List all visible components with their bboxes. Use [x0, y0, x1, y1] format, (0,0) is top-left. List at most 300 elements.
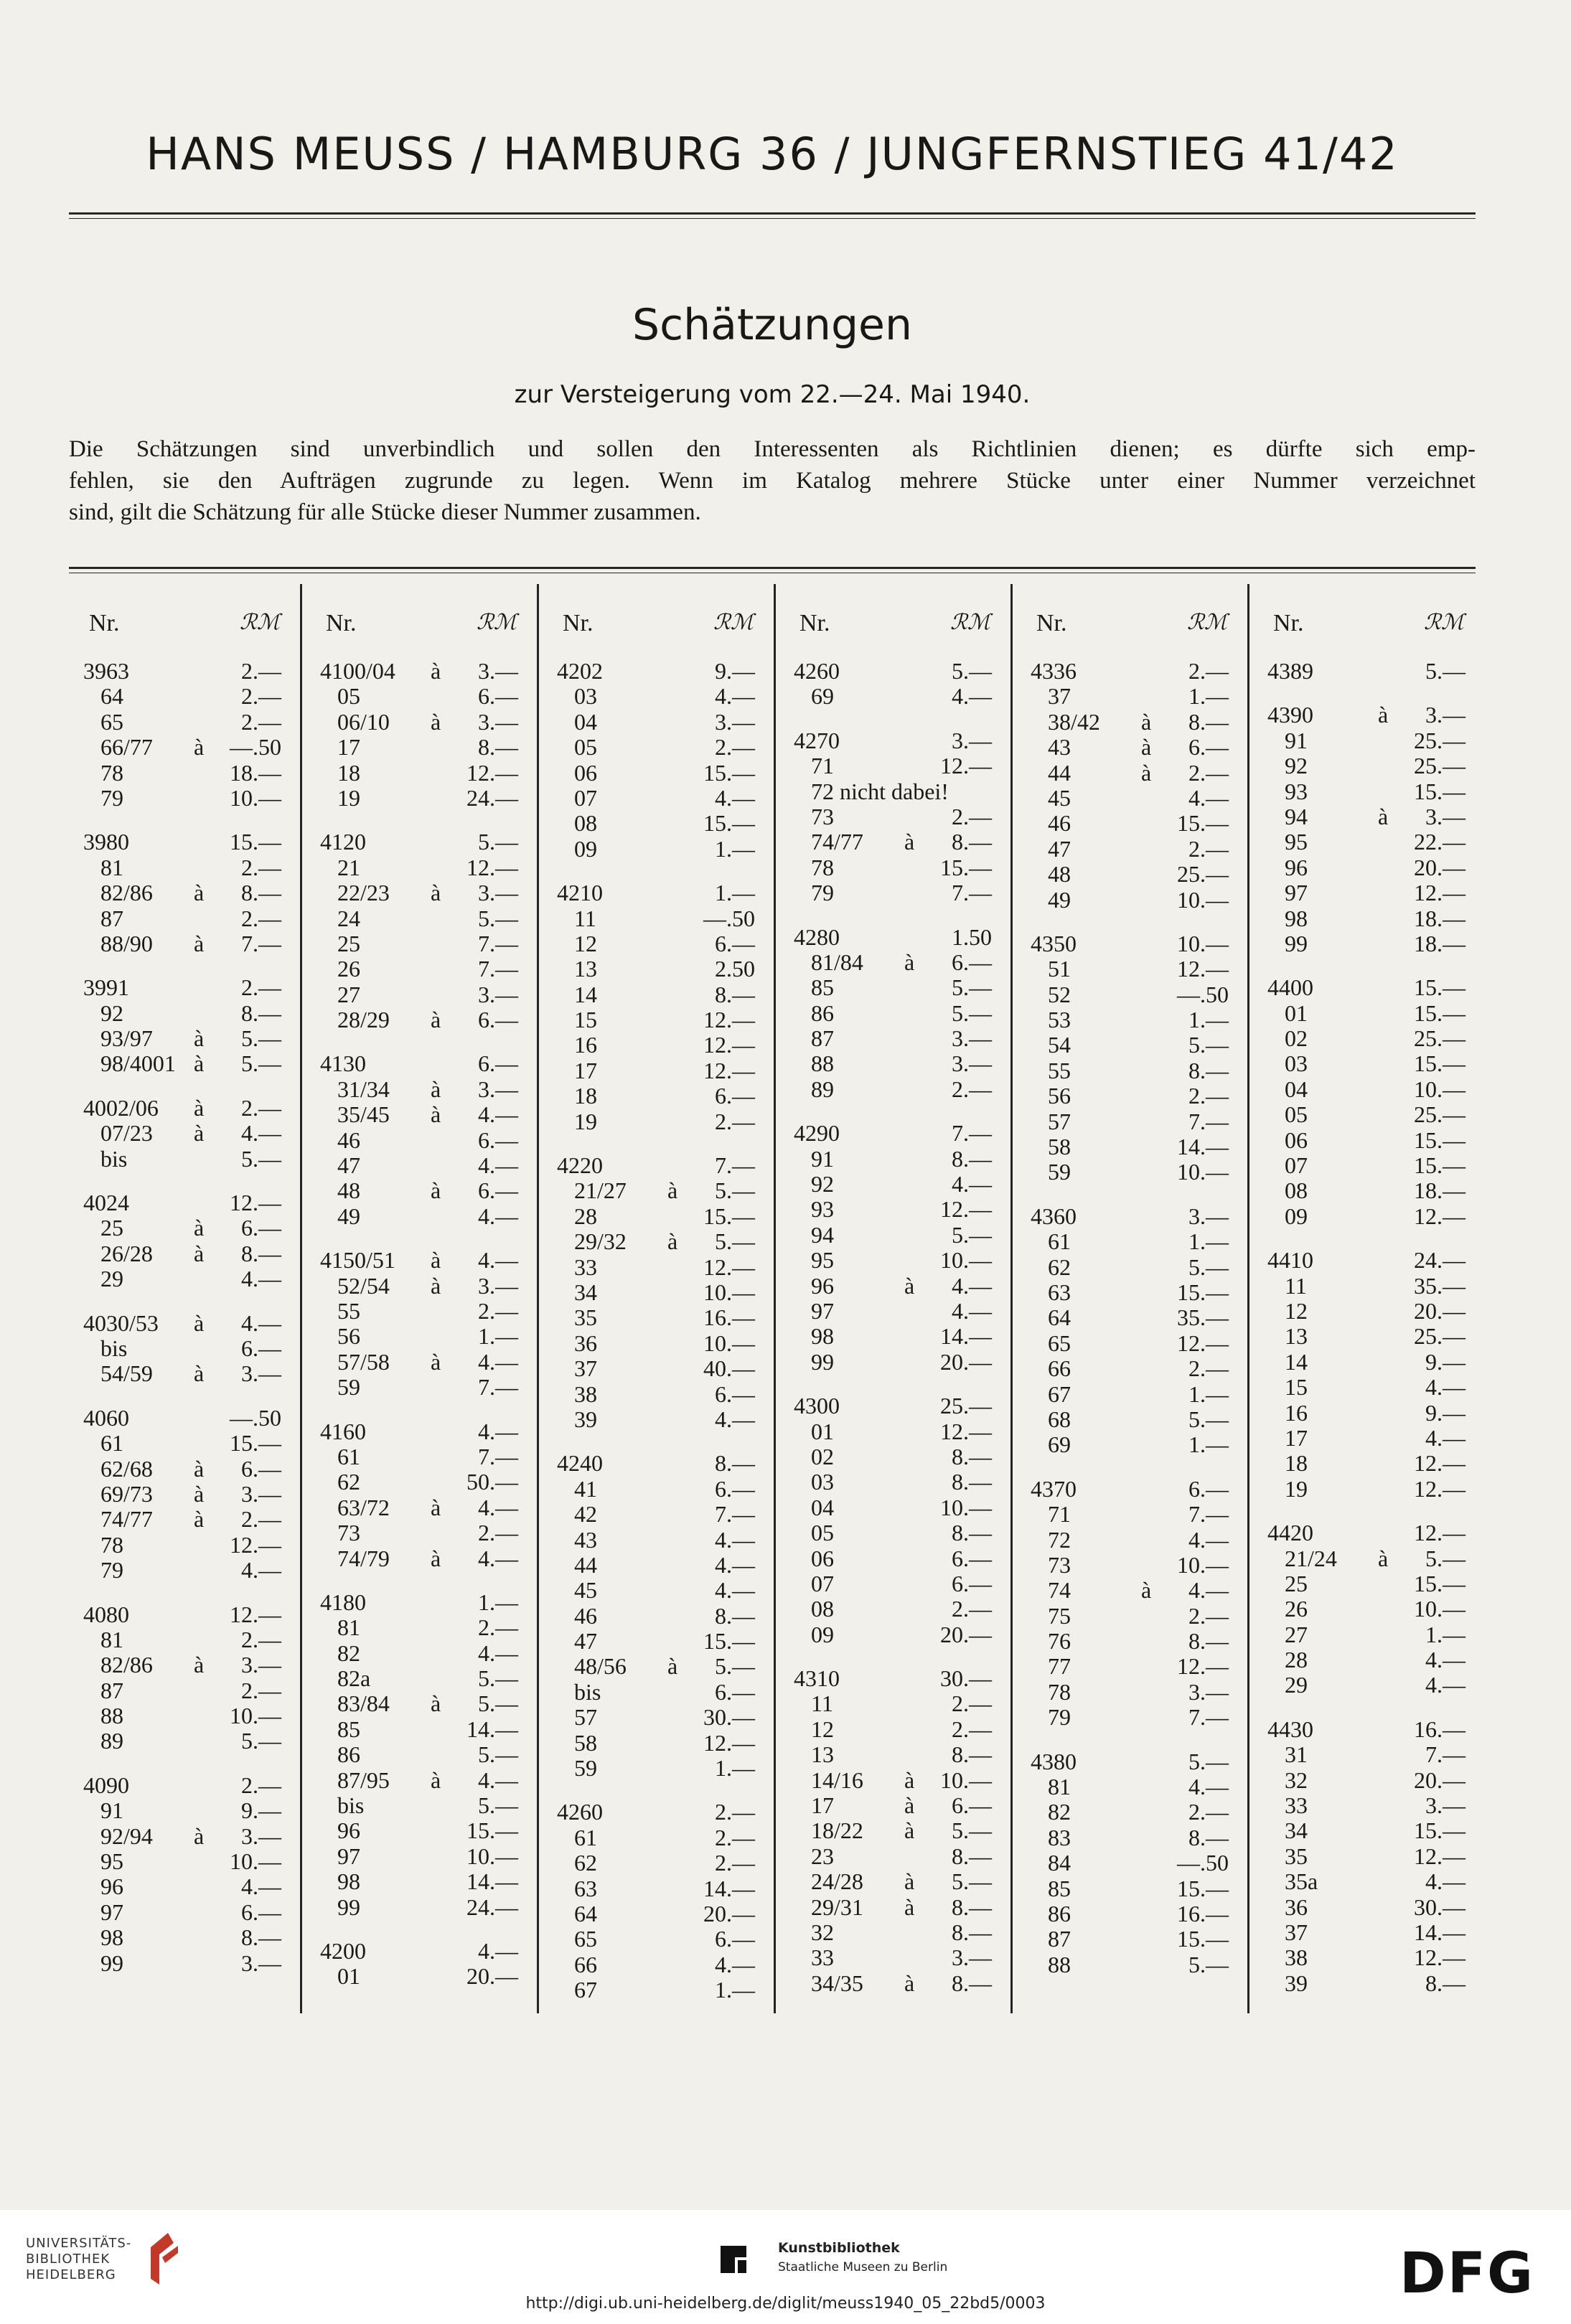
lot-number: 57 — [1048, 1108, 1071, 1134]
lot-number: 88 — [100, 1703, 123, 1729]
estimate-row — [306, 1691, 537, 1716]
estimate-value: 14.— — [466, 1716, 518, 1742]
lot-number: 94 — [1285, 803, 1308, 829]
lot-number: 24 — [337, 905, 360, 931]
estimate-value: 2.— — [241, 1506, 281, 1533]
lot-number: 43 — [574, 1526, 597, 1553]
estimate-value: 8.— — [715, 981, 755, 1007]
estimate-row — [543, 1178, 774, 1203]
lot-number: 38/42 — [1048, 708, 1100, 735]
estimate-row — [1253, 1768, 1484, 1793]
lot-number: 4420 — [1267, 1520, 1313, 1546]
estimate-value: 5.— — [241, 1728, 281, 1754]
lot-number: 98/4001 — [100, 1050, 176, 1077]
estimate-row — [306, 1895, 537, 1920]
each-marker: à — [1141, 759, 1152, 786]
lot-number: 68 — [1048, 1406, 1071, 1432]
estimate-row — [306, 1793, 537, 1818]
estimate-value: 3.— — [478, 658, 518, 684]
estimate-value: 4.— — [952, 683, 992, 710]
each-marker: à — [904, 829, 915, 855]
kunstbibliothek-logo-icon — [719, 2244, 748, 2274]
estimate-row — [1016, 1654, 1247, 1679]
estimate-row — [543, 1654, 774, 1679]
lot-number: 11 — [811, 1690, 833, 1717]
lot-note: bis — [100, 1335, 128, 1361]
lot-number: 85 — [1048, 1875, 1071, 1901]
lot-number: 33 — [1285, 1792, 1308, 1819]
row-gap — [543, 862, 774, 880]
lot-number: 19 — [1285, 1475, 1308, 1502]
estimate-value: 8.— — [952, 1145, 992, 1172]
estimate-row — [306, 1869, 537, 1894]
lot-number: 14 — [574, 981, 597, 1007]
estimate-row — [543, 1356, 774, 1381]
estimate-row — [69, 1728, 300, 1754]
each-marker: à — [667, 1228, 678, 1255]
lot-number: 27 — [1285, 1621, 1308, 1647]
lot-number: 39 — [574, 1406, 597, 1432]
estimate-value: 2.— — [241, 854, 281, 880]
each-marker: à — [431, 708, 441, 735]
estimate-value: 10.— — [230, 784, 281, 811]
lot-number: 4390 — [1267, 702, 1313, 728]
estimate-row — [1016, 888, 1247, 913]
lot-number: 26 — [337, 956, 360, 982]
column-header — [1253, 610, 1484, 646]
estimate-row — [69, 1874, 300, 1899]
estimate-value: 5.— — [1188, 1406, 1229, 1432]
lot-number: 56 — [1048, 1083, 1071, 1109]
estimate-value: 2.— — [241, 1772, 281, 1798]
estimate-value: 2.— — [715, 1799, 755, 1825]
estimate-row — [1253, 1451, 1484, 1476]
lot-number: 19 — [574, 1108, 597, 1134]
estimate-value: 7.— — [1188, 1108, 1229, 1134]
lot-number: 83/84 — [337, 1690, 390, 1717]
estimate-value: 7.— — [715, 1501, 755, 1528]
estimate-value: 4.— — [952, 1272, 992, 1299]
header-reichsmark: ℛℳ — [713, 610, 754, 635]
estimate-value: 1.— — [1188, 1228, 1229, 1255]
lot-note: bis — [574, 1678, 601, 1705]
lot-number: 05 — [811, 1520, 834, 1546]
estimate-value: 7.— — [1188, 1704, 1229, 1731]
estimate-row — [543, 710, 774, 735]
lot-number: 72 — [1048, 1526, 1071, 1553]
estimate-row — [306, 1128, 537, 1153]
row-gap — [69, 1172, 300, 1190]
estimate-row — [779, 925, 1010, 950]
estimate-value: 3.— — [478, 708, 518, 735]
estimate-row — [69, 1215, 300, 1241]
estimate-value: 2.— — [241, 1626, 281, 1652]
lot-number: 65 — [1048, 1330, 1071, 1356]
estimate-row — [779, 1172, 1010, 1197]
lot-number: 91 — [811, 1145, 834, 1172]
estimate-value: 3.— — [241, 1949, 281, 1976]
estimate-value: 12.— — [1414, 1843, 1466, 1869]
estimate-value: 3.— — [952, 727, 992, 753]
estimate-value: 3.— — [1425, 1792, 1466, 1819]
estimate-row — [1253, 975, 1484, 1000]
lot-number: 09 — [811, 1621, 834, 1647]
estimate-row — [69, 1482, 300, 1507]
lot-number: 92/94 — [100, 1822, 153, 1849]
lot-number: 46 — [574, 1602, 597, 1629]
estimate-value: 25.— — [1177, 861, 1229, 888]
estimate-row — [69, 1241, 300, 1266]
intro-line: fehlen, sie den Aufträgen zugrunde zu legen. Wenn im Katalog mehrere Stücke unter einer Nummer verzeichnet — [69, 468, 1476, 494]
lot-number: 36 — [574, 1330, 597, 1356]
lot-number: 4350 — [1031, 930, 1077, 956]
lot-number: 4290 — [794, 1120, 840, 1147]
estimate-row — [543, 735, 774, 760]
header-nr: Nr. — [326, 610, 357, 636]
lot-number: 4100/04 — [320, 658, 395, 684]
header-reichsmark: ℛℳ — [1186, 610, 1227, 635]
estimate-value: 6.— — [478, 1177, 518, 1204]
estimate-value: 3.— — [241, 1360, 281, 1387]
estimate-value: 6.— — [1188, 734, 1229, 761]
lot-number: 24/28 — [811, 1868, 863, 1895]
estimate-value: —.50 — [230, 1404, 281, 1431]
column-rows — [1253, 659, 1484, 1996]
estimate-value: —.50 — [1177, 1850, 1229, 1876]
estimate-row — [779, 728, 1010, 753]
estimate-value: 4.— — [1188, 784, 1229, 811]
each-marker: à — [1378, 702, 1389, 728]
estimate-row — [69, 1001, 300, 1026]
lot-number: 03 — [574, 683, 597, 710]
estimate-row — [543, 1604, 774, 1629]
estimate-row — [543, 1825, 774, 1850]
estimate-row — [306, 1520, 537, 1546]
estimate-value: 1.— — [1188, 683, 1229, 710]
lot-number: 4210 — [557, 880, 603, 906]
estimate-value: 10.— — [1414, 1596, 1466, 1622]
row-gap — [543, 1432, 774, 1451]
column-rows — [1016, 659, 1247, 1977]
lot-number: 25 — [337, 930, 360, 956]
lot-number: 78 — [1048, 1678, 1071, 1705]
lot-number: 88/90 — [100, 930, 153, 956]
lot-number: 4360 — [1031, 1203, 1077, 1229]
estimate-row — [1016, 1432, 1247, 1457]
estimate-value: 4.— — [478, 1348, 518, 1375]
estimate-value: 2.— — [478, 1614, 518, 1641]
estimate-row — [69, 735, 300, 760]
estimate-row — [69, 1147, 300, 1172]
column-separator — [1010, 584, 1013, 2013]
estimate-value: 3.— — [478, 1272, 518, 1299]
lot-number: 26/28 — [100, 1240, 153, 1266]
lot-number: 52 — [1048, 981, 1071, 1007]
estimate-row — [306, 1818, 537, 1843]
estimate-row — [543, 956, 774, 982]
lot-number: 86 — [1048, 1900, 1071, 1927]
estimate-value: 15.— — [940, 854, 992, 880]
estimate-value: 4.— — [715, 1406, 755, 1432]
estimate-value: 16.— — [1414, 1716, 1466, 1742]
lot-number: 47 — [337, 1152, 360, 1179]
estimate-row — [69, 1925, 300, 1950]
lot-number: 07 — [1285, 1152, 1308, 1179]
estimate-row — [1016, 956, 1247, 982]
lot-number: 4400 — [1267, 974, 1313, 1001]
estimate-value: 6.— — [715, 1926, 755, 1952]
estimate-row — [1016, 1159, 1247, 1185]
estimate-value: 15.— — [1414, 1570, 1466, 1596]
lot-number: 31 — [1285, 1741, 1308, 1768]
estimate-value: 15.— — [1177, 810, 1229, 837]
estimate-row — [543, 1629, 774, 1654]
estimate-row — [1016, 1255, 1247, 1280]
estimate-value: 1.— — [715, 880, 755, 906]
estimate-column — [306, 580, 537, 2022]
estimate-value: 3.— — [478, 880, 518, 906]
estimate-value: 12.— — [1414, 1475, 1466, 1502]
lot-number: 49 — [1048, 886, 1071, 913]
estimate-value: 2.— — [952, 803, 992, 829]
lot-number: 07 — [574, 784, 597, 811]
estimate-value: 4.— — [715, 683, 755, 710]
estimate-column — [1253, 580, 1484, 2022]
estimate-value: 4.— — [715, 1951, 755, 1977]
estimate-value: 12.— — [1414, 1944, 1466, 1971]
each-marker: à — [431, 1247, 441, 1274]
estimate-value: 5.— — [1425, 658, 1466, 684]
estimate-value: 4.— — [478, 1203, 518, 1229]
header-reichsmark: ℛℳ — [239, 610, 280, 635]
estimate-value: 15.— — [703, 1203, 755, 1229]
estimate-value: 4.— — [715, 1551, 755, 1578]
estimate-row — [779, 855, 1010, 880]
lot-number: 38 — [574, 1380, 597, 1407]
estimate-row — [779, 1350, 1010, 1375]
estimate-row — [1253, 1717, 1484, 1742]
lot-number: 4220 — [557, 1152, 603, 1179]
lot-number: 82/86 — [100, 880, 153, 906]
lot-number: 66 — [1048, 1355, 1071, 1382]
lot-number: 92 — [1285, 753, 1308, 779]
estimate-value: 5.— — [715, 1653, 755, 1680]
estimate-row — [69, 1798, 300, 1823]
estimate-row — [306, 1178, 537, 1203]
lot-number: 48 — [1048, 861, 1071, 888]
estimate-value: 5.— — [478, 1792, 518, 1819]
lot-number: 31/34 — [337, 1076, 390, 1102]
lot-number: 35a — [1285, 1868, 1318, 1895]
estimate-column — [543, 580, 774, 2022]
estimate-row — [1253, 1596, 1484, 1622]
estimate-row — [1253, 931, 1484, 956]
estimate-row — [1253, 1818, 1484, 1843]
each-marker: à — [194, 1506, 205, 1533]
lot-number: 98 — [337, 1868, 360, 1895]
lot-number: 97 — [337, 1843, 360, 1869]
estimate-value: 8.— — [1188, 1628, 1229, 1655]
lot-number: 78 — [811, 854, 834, 880]
estimate-value: 1.— — [715, 1977, 755, 2003]
lot-number: 81 — [100, 1626, 123, 1652]
header-nr: Nr. — [799, 610, 830, 636]
estimate-row — [1016, 761, 1247, 786]
lot-number: 05 — [574, 734, 597, 761]
estimate-value: 5.— — [1188, 1253, 1229, 1280]
estimate-row — [779, 753, 1010, 778]
estimate-row — [1253, 728, 1484, 753]
lot-number: 4280 — [794, 923, 840, 950]
lot-number: 16 — [574, 1032, 597, 1058]
estimate-value: 12.— — [940, 1196, 992, 1223]
each-marker: à — [431, 1766, 441, 1793]
estimate-value: 2.— — [241, 1677, 281, 1703]
estimate-row — [69, 906, 300, 931]
estimate-value: 10.— — [940, 1766, 992, 1793]
lot-number: 95 — [100, 1848, 123, 1875]
lot-number: 83 — [1048, 1824, 1071, 1850]
each-marker: à — [194, 1309, 205, 1336]
estimate-value: —.50 — [230, 734, 281, 761]
column-header — [69, 610, 300, 646]
lot-number: 25 — [100, 1215, 123, 1241]
lot-number: 21/24 — [1285, 1545, 1337, 1571]
estimate-row — [1016, 1800, 1247, 1825]
estimate-value: 10.— — [703, 1330, 755, 1356]
estimate-row — [306, 1077, 537, 1102]
estimate-row — [69, 710, 300, 735]
estimate-row — [543, 880, 774, 905]
estimate-value: 12.— — [703, 1057, 755, 1083]
estimate-row — [1016, 982, 1247, 1007]
estimate-row — [779, 1121, 1010, 1146]
footer — [0, 2210, 1571, 2324]
each-marker: à — [431, 1076, 441, 1102]
estimate-row — [1253, 829, 1484, 855]
estimate-value: 9.— — [1425, 1399, 1466, 1426]
lot-number: 62/68 — [100, 1455, 153, 1482]
lot-number: 17 — [574, 1057, 597, 1083]
lot-number: 18 — [574, 1083, 597, 1109]
estimate-row — [306, 1051, 537, 1076]
lot-number: 3980 — [83, 829, 129, 855]
estimate-value: 15.— — [1177, 1279, 1229, 1305]
estimate-row — [306, 1939, 537, 1964]
lot-number: 96 — [100, 1873, 123, 1900]
estimate-value: 3.— — [1425, 803, 1466, 829]
estimate-value: 20.— — [940, 1348, 992, 1375]
estimate-row — [779, 1920, 1010, 1945]
estimate-value: 4.— — [952, 1171, 992, 1198]
estimate-value: 2.— — [952, 1076, 992, 1102]
estimate-row — [543, 1255, 774, 1280]
lot-number: 37 — [1285, 1919, 1308, 1945]
estimate-row — [779, 1793, 1010, 1818]
lot-number: 26 — [1285, 1596, 1308, 1622]
lot-number: 95 — [1285, 829, 1308, 855]
header-reichsmark: ℛℳ — [476, 610, 517, 635]
estimate-value: 2.— — [952, 1596, 992, 1622]
estimate-row — [543, 1229, 774, 1254]
lot-number: 39 — [1285, 1970, 1308, 1996]
estimate-value: 2.— — [241, 905, 281, 931]
estimate-value: 6.— — [241, 1899, 281, 1925]
lot-number: 61 — [100, 1430, 123, 1457]
lot-number: 87 — [1048, 1926, 1071, 1952]
lot-number: 81/84 — [811, 949, 863, 975]
lot-number: 81 — [100, 854, 123, 880]
lot-number: 78 — [100, 759, 123, 786]
estimate-row — [1253, 1571, 1484, 1596]
estimate-value: 7.— — [952, 1120, 992, 1147]
estimate-row — [306, 1375, 537, 1400]
lot-number: 28 — [574, 1203, 597, 1229]
estimate-row — [543, 1305, 774, 1330]
each-marker: à — [194, 1455, 205, 1482]
estimate-value: 4.— — [1425, 1424, 1466, 1451]
intro-line: Die Schätzungen sind unverbindlich und sollen den Interessenten als Richtlinien dienen; es dürfte sich emp- — [69, 436, 1476, 462]
lot-number: 81 — [337, 1614, 360, 1641]
estimate-row — [1253, 779, 1484, 804]
estimate-value: 4.— — [1188, 1577, 1229, 1604]
estimate-row — [543, 786, 774, 811]
each-marker: à — [194, 1480, 205, 1507]
estimate-value: 5.— — [1425, 1545, 1466, 1571]
row-gap — [69, 1077, 300, 1096]
estimate-value: 5.— — [715, 1177, 755, 1204]
estimate-value: 2.— — [952, 1716, 992, 1742]
lot-number: 69 — [1048, 1431, 1071, 1458]
lot-number: 29 — [100, 1266, 123, 1292]
estimate-row — [1253, 1647, 1484, 1673]
estimate-row — [543, 982, 774, 1007]
estimate-row — [543, 1083, 774, 1109]
estimate-value: 1.— — [1188, 1007, 1229, 1033]
estimate-row — [779, 1945, 1010, 1970]
estimate-row — [779, 1691, 1010, 1716]
estimate-row — [1016, 1553, 1247, 1578]
source-url[interactable]: http://digi.ub.uni-heidelberg.de/diglit/meuss1940_05_22bd5/0003 — [525, 2295, 1046, 2313]
kunstbibliothek-name: Kunstbibliothek — [778, 2240, 900, 2256]
lot-number: 66/77 — [100, 734, 153, 761]
lot-number: 4160 — [320, 1418, 366, 1444]
estimate-value: 9.— — [1425, 1348, 1466, 1375]
each-marker: à — [667, 1177, 678, 1204]
lot-number: 03 — [1285, 1050, 1308, 1077]
estimate-value: 6.— — [241, 1215, 281, 1241]
lot-number: 4240 — [557, 1450, 603, 1477]
estimate-value: 6.— — [952, 1545, 992, 1571]
estimate-value: 4.— — [478, 1101, 518, 1128]
lot-number: 06 — [811, 1545, 834, 1571]
estimate-value: 15.— — [230, 1430, 281, 1457]
lot-number: 44 — [574, 1551, 597, 1578]
estimate-value: 30.— — [703, 1704, 755, 1731]
row-gap — [1253, 1698, 1484, 1717]
lot-number: 86 — [811, 999, 834, 1026]
estimate-value: 6.— — [952, 949, 992, 975]
estimate-row — [543, 1331, 774, 1356]
lot-number: 82 — [1048, 1799, 1071, 1825]
estimate-value: 12.— — [1414, 1450, 1466, 1477]
lot-number: 99 — [337, 1893, 360, 1920]
estimate-value: 5.— — [952, 658, 992, 684]
lot-number: 4260 — [794, 658, 840, 684]
lot-number: 73 — [1048, 1551, 1071, 1578]
lot-number: 46 — [1048, 810, 1071, 837]
estimate-row — [779, 1622, 1010, 1647]
